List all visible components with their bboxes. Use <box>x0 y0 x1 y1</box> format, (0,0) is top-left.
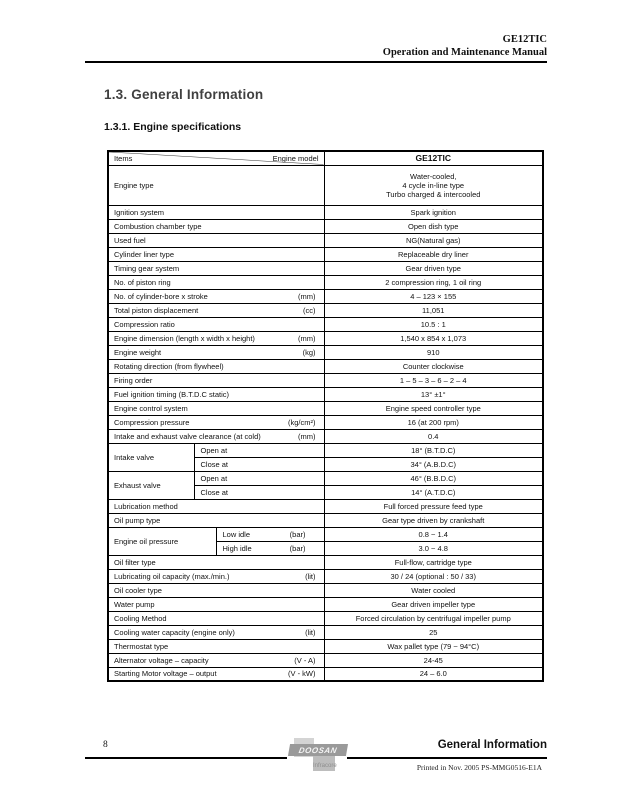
footer-rule-right <box>347 757 547 759</box>
table-row <box>108 345 543 359</box>
table-row <box>108 597 543 611</box>
table-row <box>108 625 543 639</box>
row-label: Intake and exhaust valve clearance (at cold) (mm) <box>108 429 324 443</box>
table-row <box>108 513 543 527</box>
row-label: Cylinder liner type <box>108 247 324 261</box>
row-value: Open dish type <box>324 219 543 233</box>
row-sub-label: Low idle (bar) <box>216 527 324 541</box>
table-row <box>108 415 543 429</box>
section-title: 1.3. General Information <box>104 87 264 102</box>
table-row <box>108 261 543 275</box>
row-value: 2 compression ring, 1 oil ring <box>324 275 543 289</box>
row-value: 18° (B.T.D.C) <box>324 443 543 457</box>
table-row <box>108 219 543 233</box>
table-row <box>108 247 543 261</box>
doc-header <box>383 33 547 59</box>
row-sub-label: Close at <box>194 457 324 471</box>
row-value: 0.8 ~ 1.4 <box>324 527 543 541</box>
row-value: Forced circulation by centrifugal impeller pump <box>324 611 543 625</box>
row-label: Engine weight (kg) <box>108 345 324 359</box>
table-row <box>108 569 543 583</box>
row-value: 910 <box>324 345 543 359</box>
row-value: 11,051 <box>324 303 543 317</box>
row-value: Spark ignition <box>324 205 543 219</box>
row-value: 4 – 123 × 155 <box>324 289 543 303</box>
row-group-label: Engine oil pressure <box>108 527 216 555</box>
row-value: 1 – 5 – 3 – 6 – 2 – 4 <box>324 373 543 387</box>
table-row <box>108 583 543 597</box>
row-value: 13° ±1° <box>324 387 543 401</box>
logo-text: DOOSAN <box>298 745 338 755</box>
table-header-row <box>108 151 543 165</box>
table-row <box>108 289 543 303</box>
row-label: Oil cooler type <box>108 583 324 597</box>
row-label: Firing order <box>108 373 324 387</box>
row-label: Lubrication method <box>108 499 324 513</box>
row-value: 16 (at 200 rpm) <box>324 415 543 429</box>
doc-header-title: Operation and Maintenance Manual <box>382 47 547 59</box>
row-label: Fuel ignition timing (B.T.D.C static) <box>108 387 324 401</box>
table-row <box>108 331 543 345</box>
row-sub-label: Open at <box>194 443 324 457</box>
corner-label-engine-model: Engine model <box>272 154 319 163</box>
row-value: Engine speed controller type <box>324 401 543 415</box>
page-number: 8 <box>103 740 108 750</box>
row-label: Rotating direction (from flywheel) <box>108 359 324 373</box>
row-label: Oil filter type <box>108 555 324 569</box>
row-label: Cooling water capacity (engine only) (lit) <box>108 625 324 639</box>
footer-section-title: General Information <box>437 739 547 751</box>
model-column-header: GE12TIC <box>324 151 543 165</box>
row-value: 24 – 6.0 <box>324 667 543 681</box>
table-row <box>108 303 543 317</box>
table-row <box>108 555 543 569</box>
table-row <box>108 359 543 373</box>
footer-printed-info: Printed in Nov. 2005 PS-MMG0516-E1A <box>416 763 542 772</box>
table-row <box>108 611 543 625</box>
row-label: Ignition system <box>108 205 324 219</box>
row-value: Wax pallet type (79 ~ 94°C) <box>324 639 543 653</box>
row-label: Engine control system <box>108 401 324 415</box>
table-row <box>108 165 543 205</box>
footer-rule-left <box>85 757 287 759</box>
row-value: Gear driven type <box>324 261 543 275</box>
row-label: No. of piston ring <box>108 275 324 289</box>
row-label: Thermostat type <box>108 639 324 653</box>
table-row <box>108 401 543 415</box>
row-value: Replaceable dry liner <box>324 247 543 261</box>
row-sub-label: High idle (bar) <box>216 541 324 555</box>
row-value: Counter clockwise <box>324 359 543 373</box>
row-sub-label: Close at <box>194 485 324 499</box>
row-value: 1,540 x 854 x 1,073 <box>324 331 543 345</box>
row-label: Compression pressure (kg/cm²) <box>108 415 324 429</box>
row-label: Oil pump type <box>108 513 324 527</box>
row-sub-label: Open at <box>194 471 324 485</box>
row-label: Combustion chamber type <box>108 219 324 233</box>
engine-spec-table <box>107 150 544 682</box>
row-label: Alternator voltage – capacity (V - A) <box>108 653 324 667</box>
row-value: Full forced pressure feed type <box>324 499 543 513</box>
row-value: NG(Natural gas) <box>324 233 543 247</box>
row-label: Used fuel <box>108 233 324 247</box>
row-value: Water cooled <box>324 583 543 597</box>
row-value: 10.5 : 1 <box>324 317 543 331</box>
header-rule <box>85 61 547 63</box>
subsection-title: 1.3.1. Engine specifications <box>104 121 242 133</box>
row-value: Gear type driven by crankshaft <box>324 513 543 527</box>
row-value: 34° (A.B.D.C) <box>324 457 543 471</box>
table-row <box>108 653 543 667</box>
doosan-logo <box>289 737 347 775</box>
table-row <box>108 527 543 541</box>
row-label: Compression ratio <box>108 317 324 331</box>
row-label: No. of cylinder-bore x stroke (mm) <box>108 289 324 303</box>
logo-subtext: Infracore <box>313 763 337 769</box>
table-row <box>108 443 543 457</box>
row-value: 0.4 <box>324 429 543 443</box>
table-row <box>108 429 543 443</box>
row-value: 30 / 24 (optional : 50 / 33) <box>324 569 543 583</box>
table-row <box>108 317 543 331</box>
table-row <box>108 233 543 247</box>
row-label: Lubricating oil capacity (max./min.) (lit) <box>108 569 324 583</box>
row-label: Timing gear system <box>108 261 324 275</box>
row-group-label: Exhaust valve <box>108 471 194 499</box>
table-row <box>108 471 543 485</box>
row-label: Engine type <box>108 165 324 205</box>
corner-label-items: Items <box>114 153 133 163</box>
row-value: 14° (A.T.D.C) <box>324 485 543 499</box>
spec-table-body <box>108 151 543 681</box>
row-label: Cooling Method <box>108 611 324 625</box>
row-label: Engine dimension (length x width x height) (mm) <box>108 331 324 345</box>
table-row <box>108 373 543 387</box>
row-value: 25 <box>324 625 543 639</box>
table-corner-cell <box>108 151 324 165</box>
doc-header-model: GE12TIC <box>502 34 547 45</box>
table-row <box>108 667 543 681</box>
row-label: Total piston displacement (cc) <box>108 303 324 317</box>
table-row <box>108 205 543 219</box>
table-row <box>108 387 543 401</box>
row-group-label: Intake valve <box>108 443 194 471</box>
table-row <box>108 639 543 653</box>
row-value: Gear driven impeller type <box>324 597 543 611</box>
row-label: Starting Motor voltage – output (V - kW) <box>108 667 324 681</box>
row-value: 24-45 <box>324 653 543 667</box>
table-row <box>108 499 543 513</box>
row-value: 46° (B.B.D.C) <box>324 471 543 485</box>
logo-band <box>288 744 348 756</box>
row-value: Full-flow, cartridge type <box>324 555 543 569</box>
table-row <box>108 275 543 289</box>
row-value: 3.0 ~ 4.8 <box>324 541 543 555</box>
row-value: Water-cooled, 4 cycle in-line type Turbo charged & intercooled <box>324 165 543 205</box>
row-label: Water pump <box>108 597 324 611</box>
